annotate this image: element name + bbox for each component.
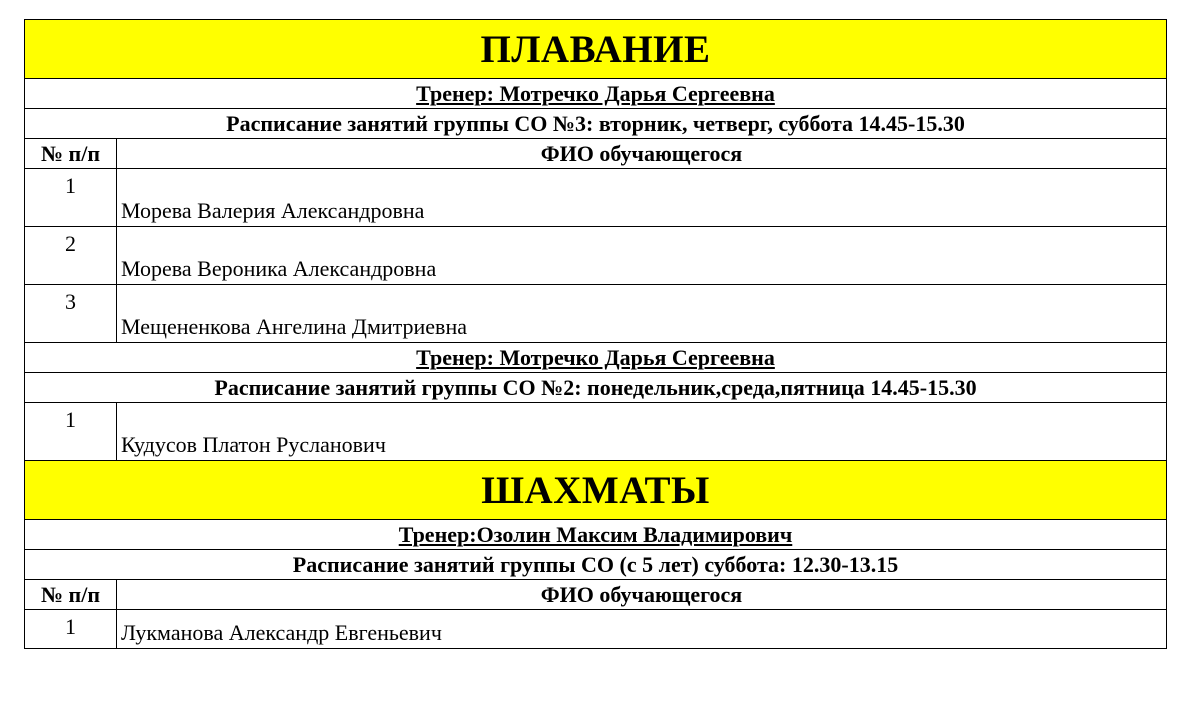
swimming-group1-coach: Тренер: Мотречко Дарья Сергеевна: [416, 80, 775, 106]
table-row: [25, 169, 1167, 227]
student-name: Морева Вероника Александровна: [117, 227, 1167, 285]
swimming-group1-schedule: Расписание занятий группы СО №3: вторник, четверг, суббота 14.45-15.30: [25, 109, 1167, 139]
swimming-group1-coach-row: [25, 79, 1167, 109]
header-num: № п/п: [25, 139, 117, 169]
student-name: Лукманова Александр Евгеньевич: [117, 610, 1167, 649]
swimming-group2-coach-row: [25, 343, 1167, 373]
chess-header-row: [25, 580, 1167, 610]
chess-banner-row: [25, 461, 1167, 520]
table-row: [25, 227, 1167, 285]
swimming-group2-schedule-row: [25, 373, 1167, 403]
student-num: 1: [25, 610, 117, 649]
schedule-sheet: [24, 19, 1166, 649]
swimming-title: ПЛАВАНИЕ: [25, 20, 1167, 79]
swimming-header-row: [25, 139, 1167, 169]
chess-title: ШАХМАТЫ: [25, 461, 1167, 520]
schedule-table: [24, 19, 1167, 649]
student-num: 1: [25, 169, 117, 227]
swimming-banner-row: [25, 20, 1167, 79]
swimming-group1-schedule-row: [25, 109, 1167, 139]
student-name: Кудусов Платон Русланович: [117, 403, 1167, 461]
table-row: [25, 610, 1167, 649]
header-name: ФИО обучающегося: [117, 139, 1167, 169]
student-num: 1: [25, 403, 117, 461]
chess-coach: Тренер:Озолин Максим Владимирович: [398, 521, 793, 547]
header-name: ФИО обучающегося: [117, 580, 1167, 610]
student-name: Морева Валерия Александровна: [117, 169, 1167, 227]
table-row: [25, 285, 1167, 343]
student-num: 2: [25, 227, 117, 285]
swimming-group2-schedule: Расписание занятий группы СО №2: понедельник,среда,пятница 14.45-15.30: [25, 373, 1167, 403]
chess-coach-row: [25, 520, 1167, 550]
chess-schedule-row: [25, 550, 1167, 580]
header-num: № п/п: [25, 580, 117, 610]
swimming-group2-coach: Тренер: Мотречко Дарья Сергеевна: [416, 344, 775, 370]
table-row: [25, 403, 1167, 461]
student-num: 3: [25, 285, 117, 343]
student-name: Мещененкова Ангелина Дмитриевна: [117, 285, 1167, 343]
chess-schedule: Расписание занятий группы СО (с 5 лет) суббота: 12.30-13.15: [25, 550, 1167, 580]
